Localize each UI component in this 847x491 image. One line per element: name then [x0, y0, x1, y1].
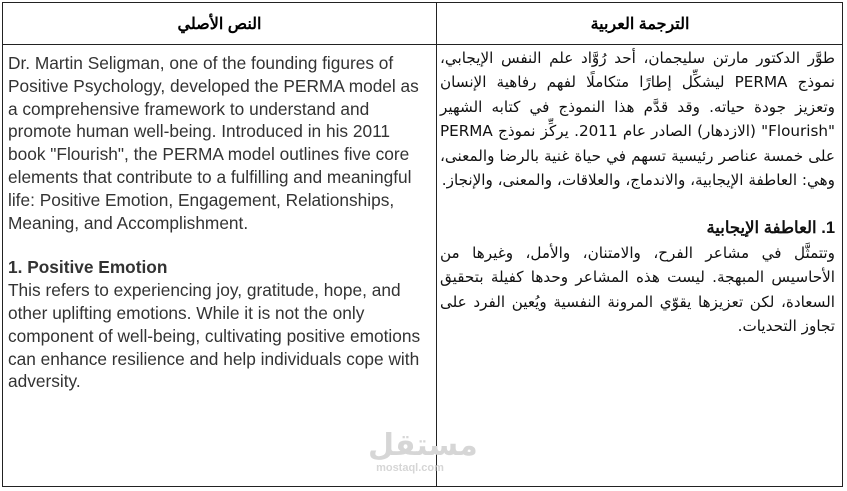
translation-section-title: 1. العاطفة الإيجابية	[706, 219, 835, 238]
original-intro-paragraph: Dr. Martin Seligman, one of the founding figures of Positive Psychology, developed the PERMA model as a comprehensive framework to understand and promote human well-being. Introduced in his 2011 book "Flourish", the PERMA model outlines five core elements that contribute to a fulfilling and meaningful life: Positive Emotion, Engagement, Relationships, Meaning, and Accomplishment.	[8, 53, 419, 233]
header-arabic-translation: الترجمة العربية	[590, 15, 690, 33]
original-section-body: This refers to experiencing joy, gratitude, hope, and other uplifting emotions. While it is not the only component of well-being, cultivating positive emotions can enhance resilience and help individuals cope with adversity.	[8, 280, 421, 392]
translation-text-cell	[440, 46, 835, 338]
original-section-title: 1. Positive Emotion	[8, 257, 168, 278]
translation-intro-paragraph: طوَّر الدكتور مارتن سليجمان، أحد رُوَّاد علم النفس الإيجابي، نموذج PERMA ليشكِّل إطارًا متكاملًا لفهم رفاهية الإنسان وتعزيز جودة حياته. وقد قدَّم هذا النموذج في كتابه الشهير "Flourish" (الازدهار) الصادر عام 2011. يركِّز نموذج PERMA على خمسة عناصر رئيسية تسهم في حياة غنية بالرضا والمعنى، وهي: العاطفة الإيجابية، والاندماج، والعلاقات، والمعنى، والإنجاز.	[440, 49, 835, 190]
original-text-cell	[8, 52, 426, 393]
header-original-text: النص الأصلي	[177, 15, 262, 33]
watermark-url-text: mostaql.com	[376, 462, 444, 474]
watermark-main-text: مستقل	[368, 428, 478, 463]
translation-section-body: وتتمثَّل في مشاعر الفرح، والامتنان، والأمل، وغيرها من الأحاسيس المبهجة. ليست هذه المشاعر وحدها كفيلة بتحقيق السعادة، لكن تعزيزها يقوّي المرونة النفسية ويُعين الفرد على تجاوز التحديات.	[440, 243, 835, 336]
mostaql-watermark-logo	[368, 428, 478, 486]
table-header-row	[3, 3, 842, 45]
column-divider	[436, 3, 437, 486]
